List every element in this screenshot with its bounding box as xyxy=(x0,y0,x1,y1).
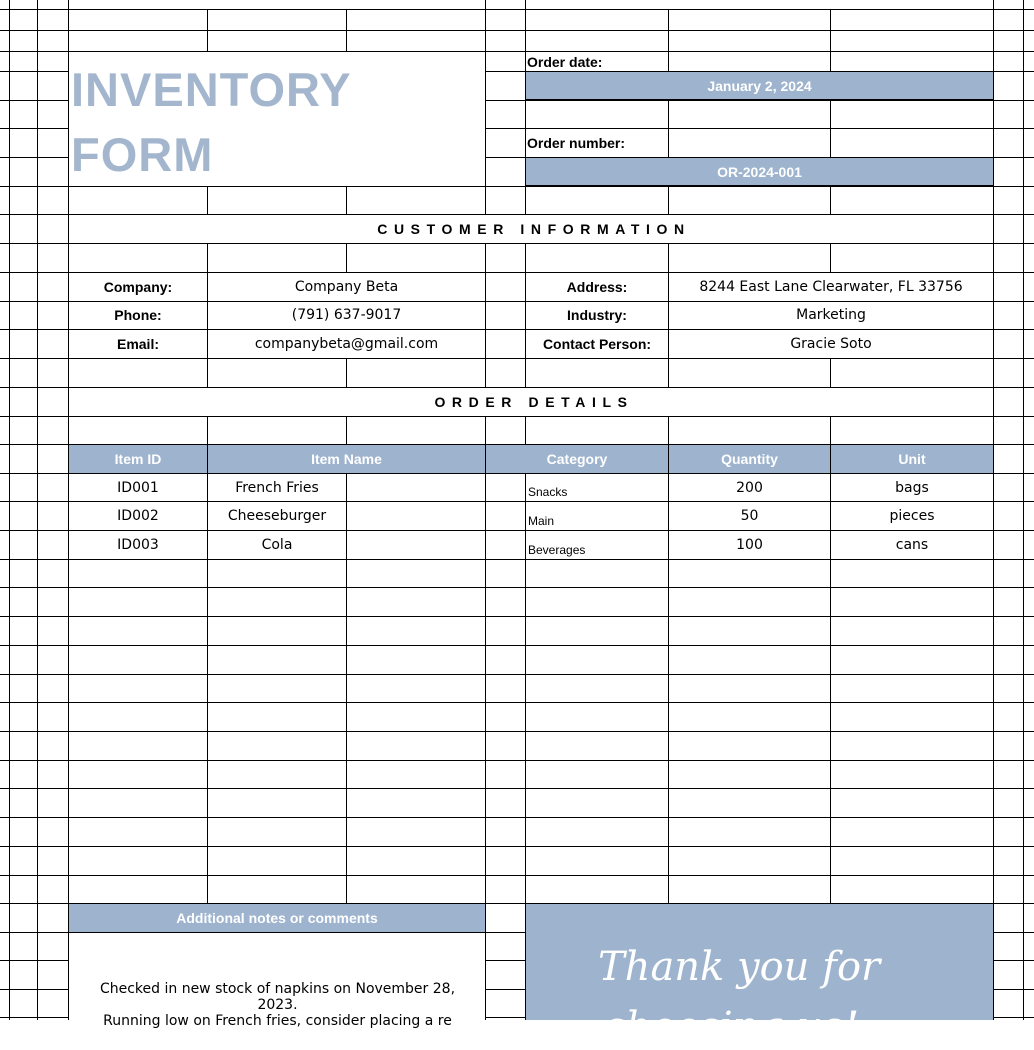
row-2-category[interactable]: Main xyxy=(528,514,555,528)
grid-line xyxy=(0,587,1034,588)
grid-line xyxy=(346,358,347,387)
notes-header: Additional notes or comments xyxy=(68,903,486,933)
row-3-quantity[interactable]: 100 xyxy=(736,537,763,553)
grid-line xyxy=(830,9,831,71)
grid-line xyxy=(0,760,1034,761)
header-item-id: Item ID xyxy=(68,444,208,474)
grid-line xyxy=(0,243,1034,244)
thanks-line-2: choosing us! xyxy=(603,1004,860,1050)
grid-line xyxy=(0,559,1034,560)
grid-line xyxy=(830,358,831,387)
grid-line xyxy=(0,416,1034,417)
grid-line xyxy=(346,473,347,903)
row-3-category[interactable]: Beverages xyxy=(528,543,586,557)
grid-line xyxy=(0,817,1034,818)
grid-line xyxy=(9,0,10,1020)
grid-line xyxy=(0,846,1034,847)
notes-line-2[interactable]: 2023. xyxy=(257,997,298,1013)
row-2-id[interactable]: ID002 xyxy=(117,508,159,524)
grid-line xyxy=(0,100,68,101)
grid-line xyxy=(346,9,347,51)
phone-value[interactable]: (791) 637-9017 xyxy=(291,307,402,323)
grid-line xyxy=(485,0,486,1020)
grid-line xyxy=(207,9,208,51)
notes-line-1[interactable]: Checked in new stock of napkins on November 28, xyxy=(99,981,456,997)
contact-value[interactable]: Gracie Soto xyxy=(790,335,872,352)
order-number-value[interactable]: OR-2024-001 xyxy=(525,157,994,186)
grid-line xyxy=(0,616,1034,617)
notes-line-3[interactable]: Running low on French fries, consider placing a re xyxy=(103,1013,452,1029)
row-2-name[interactable]: Cheeseburger xyxy=(227,508,327,524)
grid-line xyxy=(830,186,831,214)
grid-line xyxy=(346,243,347,272)
contact-label: Contact Person: xyxy=(542,335,652,352)
customer-section-title: CUSTOMER INFORMATION xyxy=(377,221,691,237)
row-1-unit[interactable]: bags xyxy=(895,479,929,496)
header-item-name: Item Name xyxy=(207,444,486,474)
order-number-label: Order number: xyxy=(527,135,626,151)
industry-label: Industry: xyxy=(567,307,627,323)
row-1-category[interactable]: Snacks xyxy=(528,485,568,499)
grid-line xyxy=(993,0,994,1020)
grid-line xyxy=(0,731,1034,732)
grid-line xyxy=(0,788,1034,789)
email-value[interactable]: companybeta@gmail.com xyxy=(254,335,439,352)
grid-line xyxy=(0,186,1034,187)
industry-value[interactable]: Marketing xyxy=(796,307,866,323)
grid-line xyxy=(0,71,68,72)
grid-line xyxy=(0,702,1034,703)
grid-line xyxy=(0,674,1034,675)
grid-line xyxy=(0,358,1034,359)
address-value[interactable]: 8244 East Lane Clearwater, FL 33756 xyxy=(699,278,963,295)
order-date-label: Order date: xyxy=(527,53,603,70)
address-label: Address: xyxy=(566,278,628,295)
form-title-line1: INVENTORY xyxy=(71,63,352,116)
row-3-unit[interactable]: cans xyxy=(895,537,929,553)
row-2-unit[interactable]: pieces xyxy=(889,508,935,524)
grid-line xyxy=(346,186,347,214)
grid-line xyxy=(207,186,208,214)
row-1-quantity[interactable]: 200 xyxy=(736,479,763,496)
grid-line xyxy=(668,100,669,157)
row-3-name[interactable]: Cola xyxy=(261,537,293,553)
company-value[interactable]: Company Beta xyxy=(294,278,399,295)
grid-line xyxy=(830,100,831,157)
header-category: Category xyxy=(485,444,669,474)
row-3-id[interactable]: ID003 xyxy=(117,537,159,553)
grid-line xyxy=(0,157,68,158)
grid-line xyxy=(668,9,669,71)
email-label: Email: xyxy=(116,335,159,352)
row-2-quantity[interactable]: 50 xyxy=(740,508,759,524)
grid-line xyxy=(668,186,669,214)
grid-line xyxy=(346,416,347,444)
company-label: Company: xyxy=(103,278,173,295)
grid-line xyxy=(0,128,68,129)
grid-line xyxy=(37,0,38,1020)
order-date-value[interactable]: January 2, 2024 xyxy=(525,71,994,100)
grid-line xyxy=(0,875,1034,876)
form-title-line2: FORM xyxy=(71,128,214,181)
row-1-id[interactable]: ID001 xyxy=(117,479,159,496)
grid-line xyxy=(1023,0,1024,1020)
header-unit: Unit xyxy=(830,444,994,474)
grid-line xyxy=(830,243,831,272)
row-1-name[interactable]: French Fries xyxy=(235,479,319,496)
grid-line xyxy=(0,30,1034,31)
grid-line xyxy=(485,100,1034,101)
header-quantity: Quantity xyxy=(668,444,831,474)
thanks-line-1: Thank you for xyxy=(598,944,881,990)
order-section-title: ORDER DETAILS xyxy=(434,394,634,410)
grid-line xyxy=(0,645,1034,646)
grid-line xyxy=(0,9,1034,10)
phone-label: Phone: xyxy=(114,307,162,323)
